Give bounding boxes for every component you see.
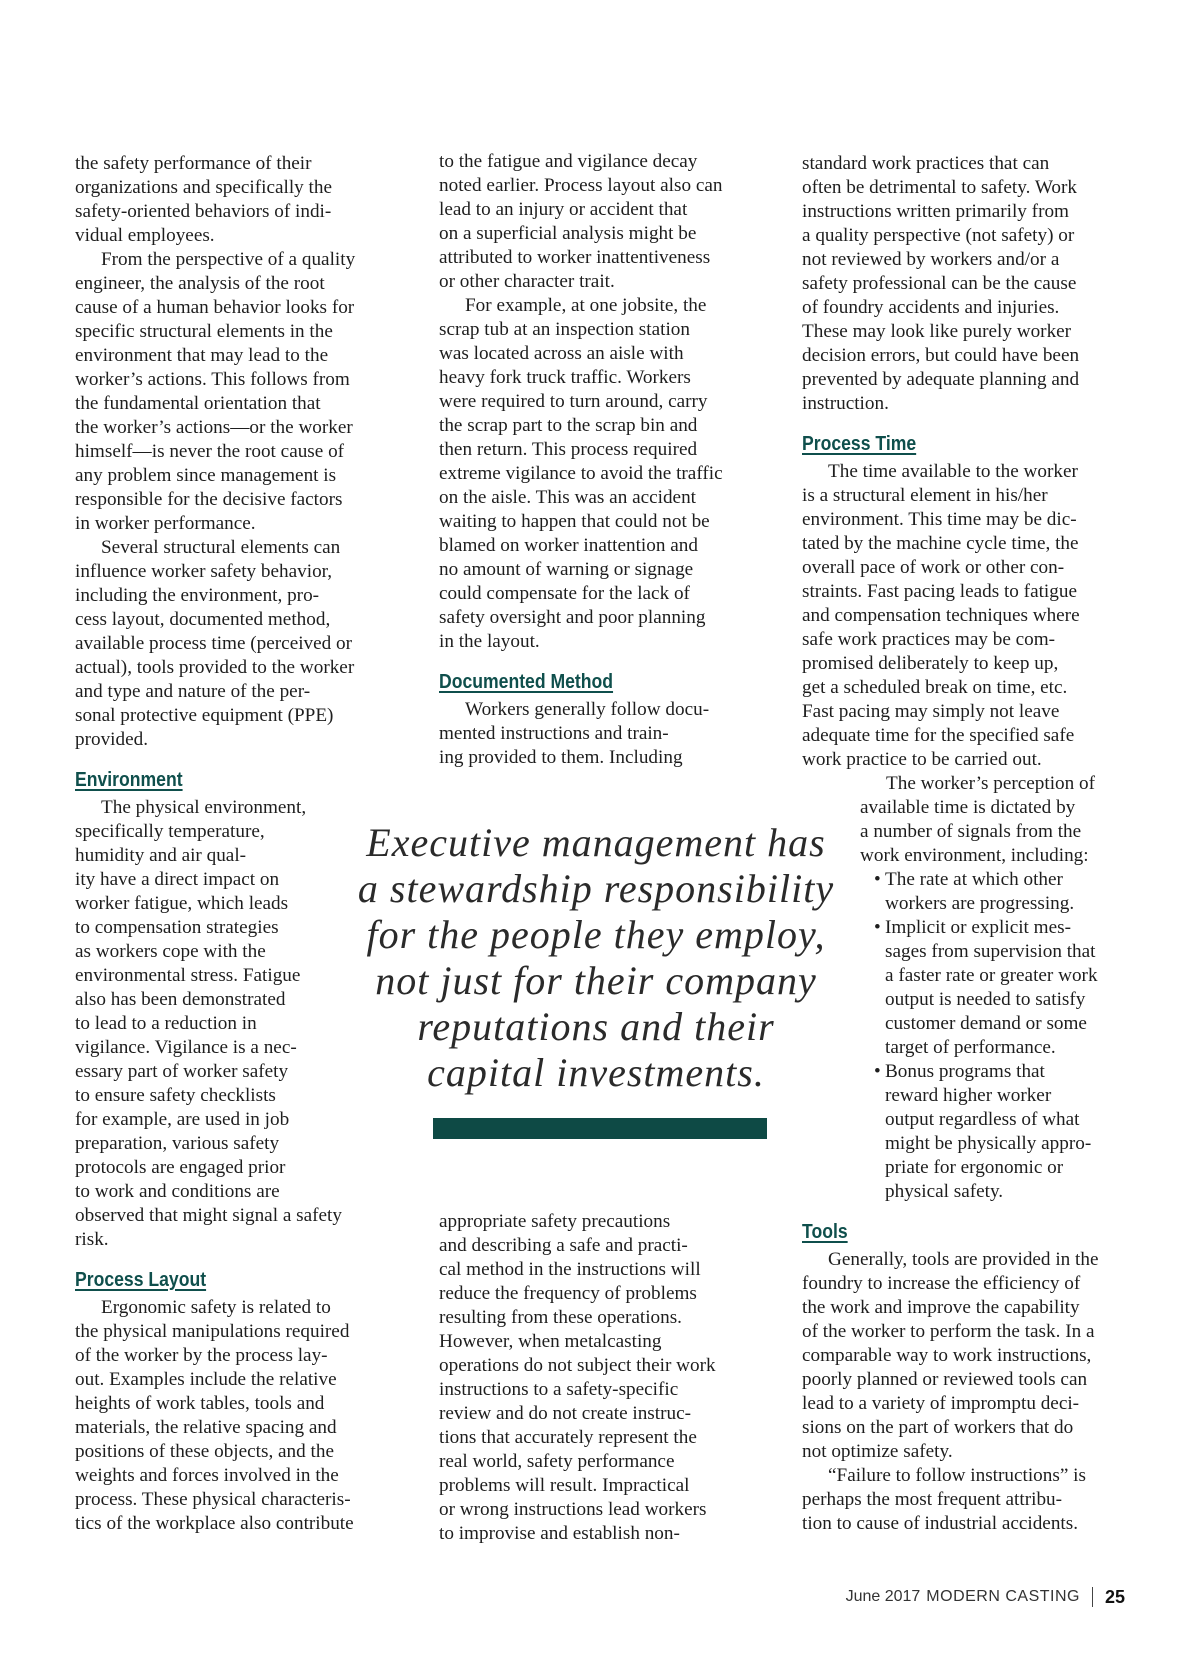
paragraph: “Failure to follow instructions” is perhaps the most frequent attribu- tion to cause of industrial accidents.	[802, 1465, 1086, 1534]
paragraph: to the fatigue and vigilance decay noted earlier. Process layout also can lead to an injury or accident that on a superficial analysis might be attributed to worker inattentiveness or other character trait.	[439, 151, 723, 292]
paragraph: The time available to the worker is a structural element in his/her environment. This time may be dic- tated by the machine cycle time, the overall pace of work or other con- straints. Fast pacing leads to fatigue and compensation techniques where safe work practices may be com- promised deliberately to keep up, get a scheduled break on time, etc. Fast pacing may simply not leave adequate time for the specified safe work practice to be carried out.	[802, 461, 1080, 770]
bullet-list	[860, 868, 1132, 1204]
perception-block	[802, 772, 1132, 868]
magazine-name: MODERN CASTING	[926, 1588, 1080, 1605]
paragraph: Ergonomic safety is related to the physical manipulations required of the worker by the process lay- out. Examples include the relative heights of work tables, tools and materials, the relative spacing and positions of these objects, and the weights and forces involved in the process. These physical characteris- tics of the workplace also contribute	[75, 1297, 354, 1534]
paragraph: Generally, tools are provided in the foundry to increase the efficiency of the work and improve the capability of the worker to perform the task. In a comparable way to work instructions, poorly planned or reviewed tools can lead to a variety of impromptu deci- sions on the part of workers that do not optimize safety.	[802, 1249, 1099, 1462]
column-3	[802, 152, 1132, 1536]
heading-process-layout: Process Layout	[75, 1269, 207, 1291]
pull-quote: Executive management has a stewardship responsibility for the people they employ, not just for their company reputations and their capital investments.	[357, 820, 835, 1095]
heading-tools: Tools	[802, 1221, 848, 1243]
list-item-text: Implicit or explicit mes- sages from supervision that a faster rate or greater work output is needed to satisfy customer demand or some target of performance.	[885, 917, 1098, 1058]
list-item	[860, 868, 1132, 916]
paragraph: For example, at one jobsite, the scrap tub at an inspection station was located across an aisle with heavy fork truck traffic. Workers were required to turn around, carry the scrap part to the scrap bin and then return. This process required extreme vigilance to avoid the traffic on the aisle. This was an accident waiting to happen that could not be blamed on worker inattention and no amount of warning or signage could compensate for the lack of safety oversight and poor planning in the layout.	[439, 295, 723, 652]
column-2-bottom	[439, 1210, 774, 1546]
bullet-icon: •	[874, 1061, 881, 1082]
paragraph: From the perspective of a quality engineer, the analysis of the root cause of a human behavior looks for specific structural elements in the environment that may lead to the worker’s actions. This follows from the fundamental orientation that the worker’s actions—or the worker himself—is never the root cause of any problem since management is responsible for the decisive factors in worker performance.	[75, 249, 356, 534]
paragraph: Several structural elements can influence worker safety behavior, including the environment, pro- cess layout, documented method, available process time (perceived or actual), tools provided to the worker and type and nature of the per- sonal protective equipment (PPE) provided.	[75, 537, 355, 750]
paragraph: the safety performance of their organizations and specifically the safety-oriented behaviors of indi- vidual employees.	[75, 153, 332, 246]
page-number: 25	[1104, 1586, 1125, 1607]
column-2-top	[439, 150, 774, 770]
issue-date: June 2017	[845, 1588, 921, 1605]
list-item-text: The rate at which other workers are progressing.	[885, 869, 1075, 914]
heading-process-time: Process Time	[802, 433, 917, 455]
paragraph: Workers generally follow docu- mented instructions and train- ing provided to them. Including	[439, 699, 710, 768]
list-item	[860, 1060, 1132, 1204]
heading-environment: Environment	[75, 769, 183, 791]
paragraph: The physical environment, specifically temperature, humidity and air qual- ity have a direct impact on worker fatigue, which leads to compensation strategies as workers cope with the environmental stress. Fatigue also has been demonstrated to lead to a reduction in vigilance. Vigilance is a nec- essary part of worker safety to ensure safety checklists for example, are used in job preparation, various safety protocols are engaged prior to work and conditions are observed that might signal a safety risk.	[75, 797, 342, 1250]
list-item	[860, 916, 1132, 1060]
page-footer	[846, 1586, 1125, 1608]
heading-documented-method: Documented Method	[439, 671, 614, 693]
bullet-icon: •	[874, 917, 881, 938]
footer-divider	[1092, 1587, 1093, 1607]
pull-quote-bar	[433, 1118, 767, 1139]
pull-quote-bar-rect	[433, 1118, 767, 1139]
paragraph: The worker’s perception of available time is dictated by a number of signals from the work environment, including:	[860, 773, 1096, 866]
paragraph: appropriate safety precautions and describing a safe and practi- cal method in the instructions will reduce the frequency of problems resulting from these operations. However, when metalcasting operations do not subject their work instructions to a safety-specific review and do not create instruc- tions that accurately represent the real world, safety performance problems will result. Impractical or wrong instructions lead workers to improvise and establish non-	[439, 1211, 716, 1544]
bullet-icon: •	[874, 869, 881, 890]
paragraph: standard work practices that can often be detrimental to safety. Work instructions written primarily from a quality perspective (not safety) or not reviewed by workers and/or a safety professional can be the cause of foundry accidents and injuries. These may look like purely worker decision errors, but could have been prevented by adequate planning and instruction.	[802, 153, 1080, 414]
list-item-text: Bonus programs that reward higher worker output regardless of what might be physically appro- priate for ergonomic or physical safety.	[885, 1061, 1092, 1202]
